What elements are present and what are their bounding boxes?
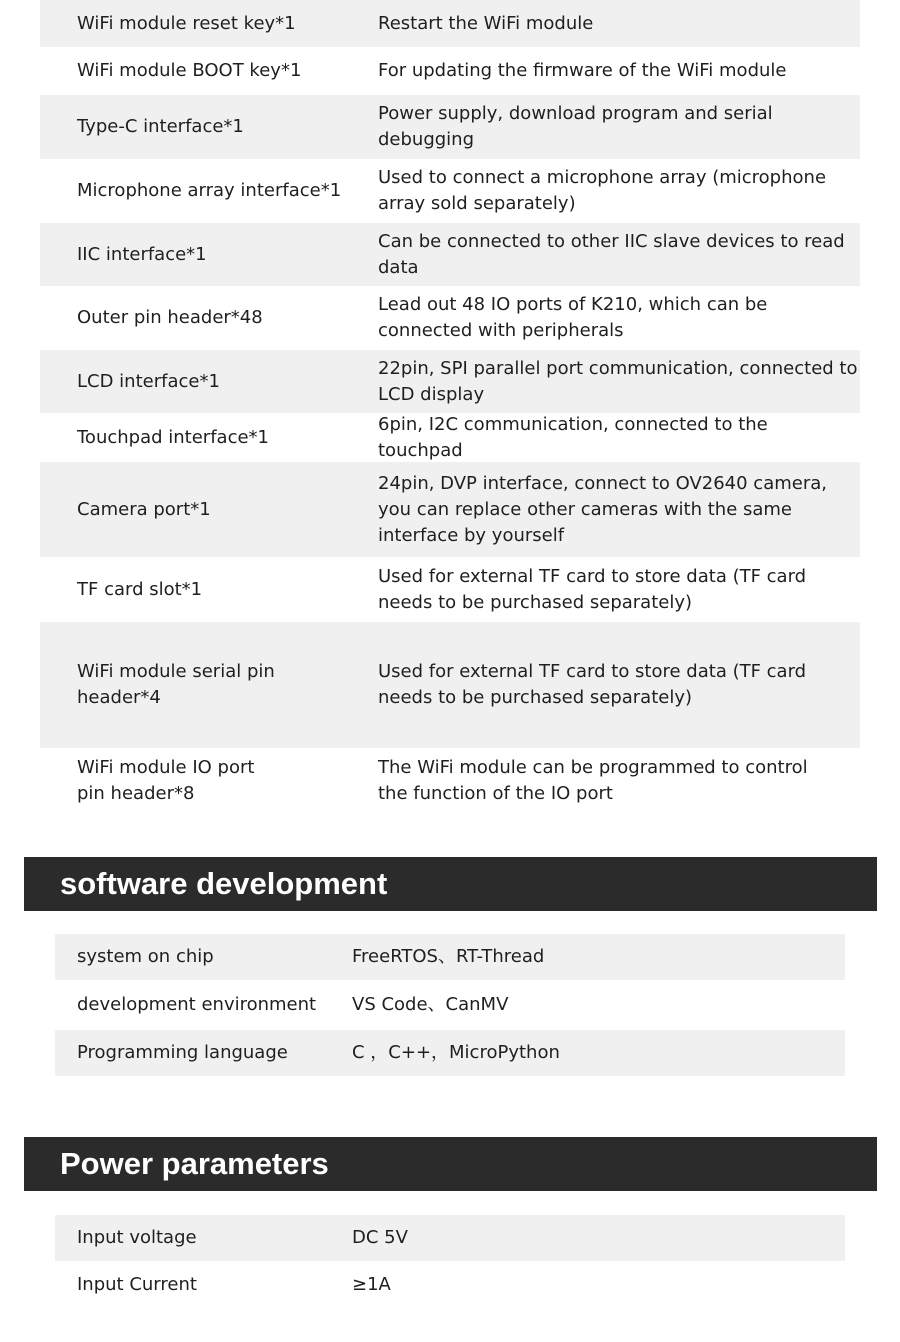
- spec-key: Input Current: [77, 1274, 197, 1295]
- component-description: 6pin, I2C communication, connected to the touchpad: [378, 413, 768, 461]
- table-row: [40, 557, 860, 622]
- section-title: Power parameters: [60, 1146, 329, 1181]
- component-description: Power supply, download program and serial debugging: [378, 103, 773, 150]
- component-description: Restart the WiFi module: [378, 12, 594, 34]
- section-title: software development: [60, 866, 388, 901]
- section-header-power: [24, 1137, 877, 1191]
- component-description: Used to connect a microphone array (microphone array sold separately): [378, 167, 827, 214]
- spec-value: VS Code、CanMV: [352, 994, 509, 1015]
- component-name: WiFi module IO port pin header*8: [77, 757, 255, 804]
- table-row: [40, 286, 860, 350]
- table-row: [40, 159, 860, 223]
- spec-value: ≥1A: [352, 1274, 391, 1295]
- component-description: Lead out 48 IO ports of K210, which can be connected with peripherals: [378, 294, 768, 341]
- component-description: 22pin, SPI parallel port communication, connected to LCD display: [378, 357, 858, 405]
- component-description: The WiFi module can be programmed to control the function of the IO port: [378, 757, 808, 804]
- component-name: LCD interface*1: [77, 370, 220, 392]
- component-description: 24pin, DVP interface, connect to OV2640 camera, you can replace other cameras with the same interface by yourself: [378, 472, 827, 546]
- component-name: Camera port*1: [77, 498, 211, 520]
- table-row: [40, 95, 860, 159]
- table-row: [55, 982, 845, 1028]
- table-row: [40, 223, 860, 286]
- table-row: [55, 1262, 845, 1308]
- component-name: WiFi module BOOT key*1: [77, 60, 302, 81]
- table-row: [55, 934, 845, 980]
- table-row: [40, 0, 860, 47]
- table-row: [55, 1215, 845, 1261]
- table-row: [55, 1030, 845, 1076]
- component-name: Type-C interface*1: [77, 116, 244, 137]
- component-name: WiFi module reset key*1: [77, 12, 296, 34]
- spec-key: system on chip: [77, 946, 214, 967]
- component-name: WiFi module serial pin header*4: [77, 661, 275, 708]
- spec-value: C ，C++，MicroPython: [352, 1042, 560, 1063]
- component-name: Outer pin header*48: [77, 307, 263, 328]
- spec-key: Input voltage: [77, 1227, 197, 1248]
- table-row: [40, 47, 860, 95]
- table-row: [40, 350, 860, 413]
- component-description: Can be connected to other IIC slave devices to read data: [378, 230, 845, 278]
- component-name: Touchpad interface*1: [77, 426, 269, 448]
- spec-key: development environment: [77, 994, 317, 1015]
- component-description: Used for external TF card to store data (TF card needs to be purchased separately): [378, 661, 807, 708]
- table-row: [40, 748, 860, 814]
- spec-value: FreeRTOS、RT-Thread: [352, 946, 545, 967]
- component-description: For updating the firmware of the WiFi module: [378, 60, 787, 81]
- spec-key: Programming language: [77, 1042, 288, 1063]
- table-row: [40, 622, 860, 748]
- table-row: [40, 462, 860, 557]
- section-header-software: [24, 857, 877, 911]
- spec-value: DC 5V: [352, 1227, 408, 1248]
- table-row: [40, 413, 860, 462]
- component-name: Microphone array interface*1: [77, 180, 342, 201]
- component-name: TF card slot*1: [77, 578, 203, 600]
- component-name: IIC interface*1: [77, 243, 207, 265]
- component-description: Used for external TF card to store data (TF card needs to be purchased separately): [378, 565, 807, 613]
